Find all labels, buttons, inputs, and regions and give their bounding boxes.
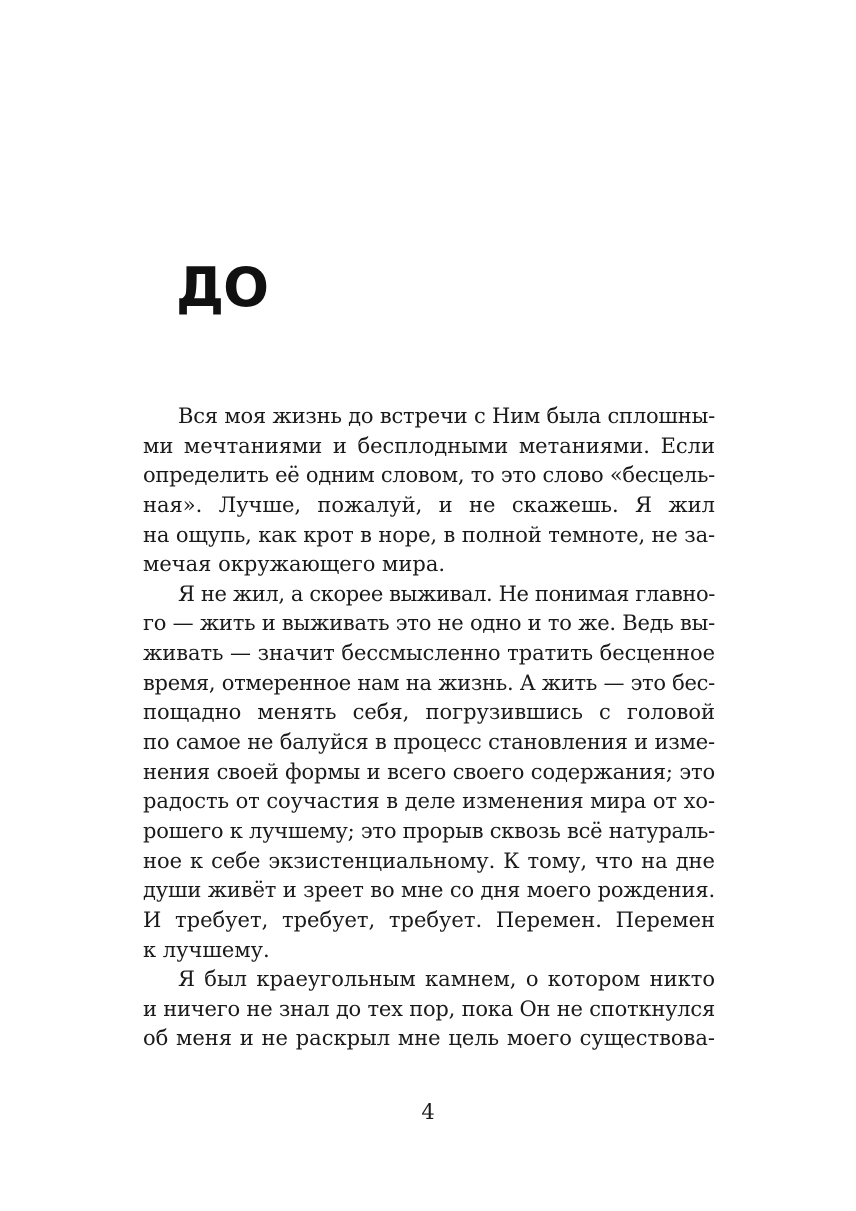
- text-line: пощадно менять себя, погрузившись с головой: [143, 700, 715, 725]
- text-line: к лучшему.: [143, 937, 270, 962]
- text-line: об меня и не раскрыл мне цель моего существова-: [143, 1026, 715, 1051]
- text-line: Я не жил, а скорее выживал. Не понимая главно-: [178, 581, 715, 606]
- text-line: по самое не балуйся в процесс становления и изме-: [143, 730, 715, 755]
- text-line: Вся моя жизнь до встречи с Ним была сплошны-: [178, 404, 715, 428]
- text-line: живать — значит бессмысленно тратить бесценное: [143, 641, 715, 666]
- text-line: ное к себе экзистенциальному. К тому, что на дне: [143, 848, 715, 873]
- text-line: на ощупь, как крот в норе, в полной темноте, не за-: [143, 522, 715, 547]
- text-line: рошего к лучшему; это прорыв сквозь всё натураль-: [143, 818, 715, 843]
- text-line: определить её одним словом, то это слово «бесцель-: [143, 463, 715, 488]
- text-line: нения своей формы и всего своего содержания; это: [143, 759, 715, 784]
- body-text: [143, 402, 715, 1054]
- chapter-title: ДО: [176, 256, 268, 319]
- text-line: мечая окружающего мира.: [143, 552, 446, 577]
- text-line: радость от соучастия в деле изменения мира от хо-: [143, 789, 715, 814]
- text-line: Я был краеугольным камнем, о котором никто: [178, 967, 715, 992]
- text-line: время, отмеренное нам на жизнь. А жить — это бес-: [143, 670, 715, 695]
- text-line: ная». Лучше, пожалуй, и не скажешь. Я жил: [143, 492, 715, 517]
- text-line: и ничего не знал до тех пор, пока Он не споткнулся: [143, 996, 716, 1021]
- page-number: 4: [421, 1100, 435, 1124]
- text-line: го — жить и выживать это не одно и то же. Ведь вы-: [143, 611, 715, 636]
- text-line: ми мечтаниями и бесплодными метаниями. Если: [143, 433, 715, 458]
- text-line: И требует, требует, требует. Перемен. Перемен: [143, 907, 715, 932]
- text-line: души живёт и зреет во мне со дня моего рождения.: [143, 878, 715, 903]
